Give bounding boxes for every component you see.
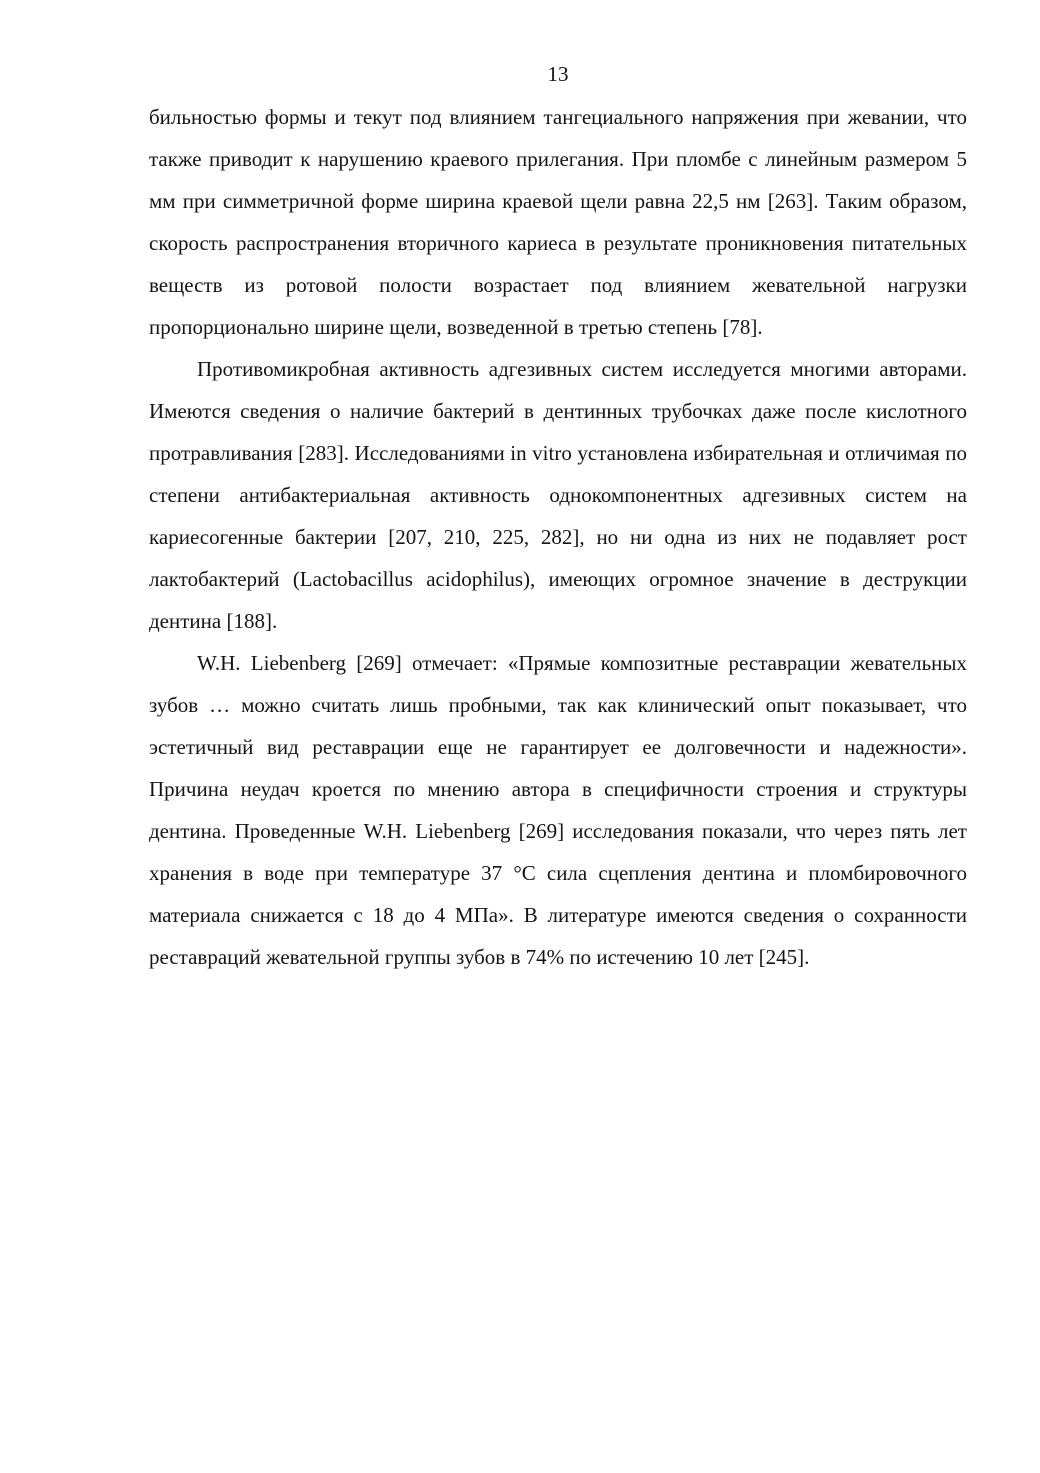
paragraph-liebenberg-quote: W.H. Liebenberg [269] отмечает: «Прямые композитные реставрации жевательных зубов … можно считать лишь пробными, так как клинический опыт показывает, что эстетичный вид реставрации еще не гарантирует ее долговечности и надежности». Причина неудач кроется по мнению автора в специфичности строения и структуры дентина. Проведенные W.H. Liebenberg [269] исследования показали, что через пять лет хранения в воде при температуре 37 °C сила сцепления дентина и пломбировочного материала снижается с 18 до 4 МПа». В литературе имеются сведения о сохранности реставраций жевательной группы зубов в 74% по истечению 10 лет [245]. [149, 651, 967, 969]
paragraph-continuation: бильностью формы и текут под влиянием тангециального напряжения при жевании, что также приводит к нарушению краевого прилегания. При пломбе с линейным размером 5 мм при симметричной форме ширина краевой щели равна 22,5 нм [263]. Таким образом, скорость распространения вторичного кариеса в результате проникновения питательных веществ из ротовой полости возрастает под влиянием жевательной нагрузки пропорционально ширине щели, возведенной в третью степень [78]. [149, 105, 967, 339]
page-number: 13 [547, 62, 569, 86]
paragraph-antimicrobial-activity: Противомикробная активность адгезивных систем исследуется многими авторами. Имеются сведения о наличие бактерий в дентинных трубочках даже после кислотного протравливания [283]. Исследованиями in vitro установлена избирательная и отличимая по степени антибактериальная активность однокомпонентных адгезивных систем на кариесогенные бактерии [207, 210, 225, 282], но ни одна из них не подавляет рост лактобактерий (Lactobacillus acidophilus), имеющих огромное значение в деструкции дентина [188]. [149, 357, 967, 633]
body-text [149, 96, 967, 978]
